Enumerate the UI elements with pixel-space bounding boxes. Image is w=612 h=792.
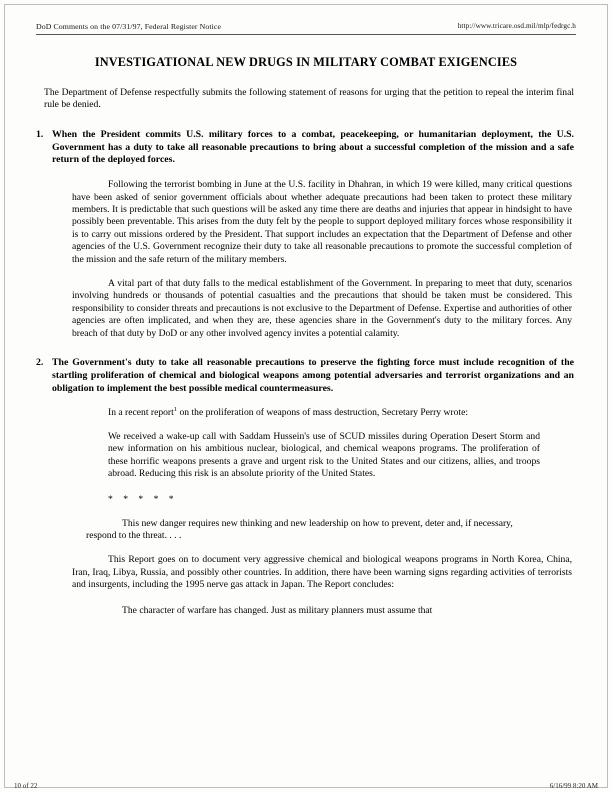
item-1-paragraph-2: A vital part of that duty falls to the medical establishment of the Government. In preparing to meet that duty, scenarios involving hundreds or thousands of potential casualties and the precautions that should be taken must be considered. This responsibility to consider threats and precautions is not exclusive to the Department of Defense. Expertise and authorities of other agencies are often implicated, and when they are, these agencies share in the Government's duty to the military forces. Any breach of that duty by DoD or any other involved agency invites a potential calamity. [72,278,572,339]
item-2-after-quote: This Report goes on to document very aggressive chemical and biological weapons programs in North Korea, China, Iran, Iraq, Libya, Russia, and possibly other countries. In addition, there have been warning signs regarding activities of terrorists and insurgents, including the 1995 nerve gas attack in Japan. The Report concludes: [72,554,572,591]
item-1-heading: When the President commits U.S. military forces to a combat, peacekeeping, or humanitarian deployment, the U.S. Government has a duty to take all reasonable precautions to bring about a successful completion of the mission and a safe return of the deployed forces. [52,128,574,166]
item-2-lead-in [36,407,576,419]
item-2-quote-3: The character of warfare has changed. Just as military planners must assume that [122,604,433,616]
item-2-quote-1: We received a wake-up call with Saddam Hussein's use of SCUD missiles during Operation Desert Storm and new information on his ambitious nuclear, biological, and chemical weapons programs. The proliferation of these horrific weapons presents a grave and urgent risk to the United States and our citizens, allies, and troops abroad. Reducing this risk is an absolute priority of the United States. [108,430,540,480]
item-2-quote-2: This new danger requires new thinking and new leadership on how to prevent, deter and, if necessary, respond to the threat. . . . [86,517,513,541]
numbered-item-1 [36,129,576,167]
page-footer [14,782,598,790]
page-content [36,22,576,617]
lead-in-text-after: on the proliferation of weapons of mass destruction, Secretary Perry wrote: [177,407,469,419]
header-url[interactable]: http://www.tricare.osd.mil/mlp/fedrgc.h [457,22,576,30]
footnote-marker[interactable]: 1 [173,406,178,414]
page-title: INVESTIGATIONAL NEW DRUGS IN MILITARY COMBAT EXIGENCIES [94,55,518,69]
numbered-item-2 [36,357,576,395]
footer-timestamp: 6/16/99 8:20 AM [549,782,598,790]
lead-in-text-before: In a recent report [108,407,174,419]
header-source-note: DoD Comments on the 07/31/97, Federal Register Notice [36,22,222,31]
item-2-heading: The Government's duty to take all reasonable precautions to preserve the fighting force must include recognition of the startling proliferation of chemical and biological weapons among potential adversaries and terrorist organizations and an obligation to implement the best possible medical countermeasures. [52,357,574,394]
section-break-stars: * * * * * [108,493,178,505]
item-2-number: 2. [36,357,44,369]
footer-page-number: 10 of 22 [14,782,38,790]
intro-paragraph: The Department of Defense respectfully submits the following statement of reasons for urging that the petition to repeal the interim final rule be denied. [44,87,574,111]
item-1-paragraph-1: Following the terrorist bombing in June at the U.S. facility in Dhahran, in which 19 were killed, many critical questions have been asked of senior government officials about whether adequate precautions had been taken to protect these military members. It is predictable that such questions will be asked any time there are deaths and injuries that appear in hindsight to have possibly been preventable. This arises from the duty felt by the people to support deployed military forces whose responsibility it is to carry out missions ordered by the President. That support includes an expectation that the Department of Defense and other agencies of the U.S. Government recognize their duty to take all reasonable precautions to promote the successful completion of the mission and the safe return of the military members. [72,179,572,265]
page-header [36,22,576,35]
item-1-number: 1. [36,128,44,140]
